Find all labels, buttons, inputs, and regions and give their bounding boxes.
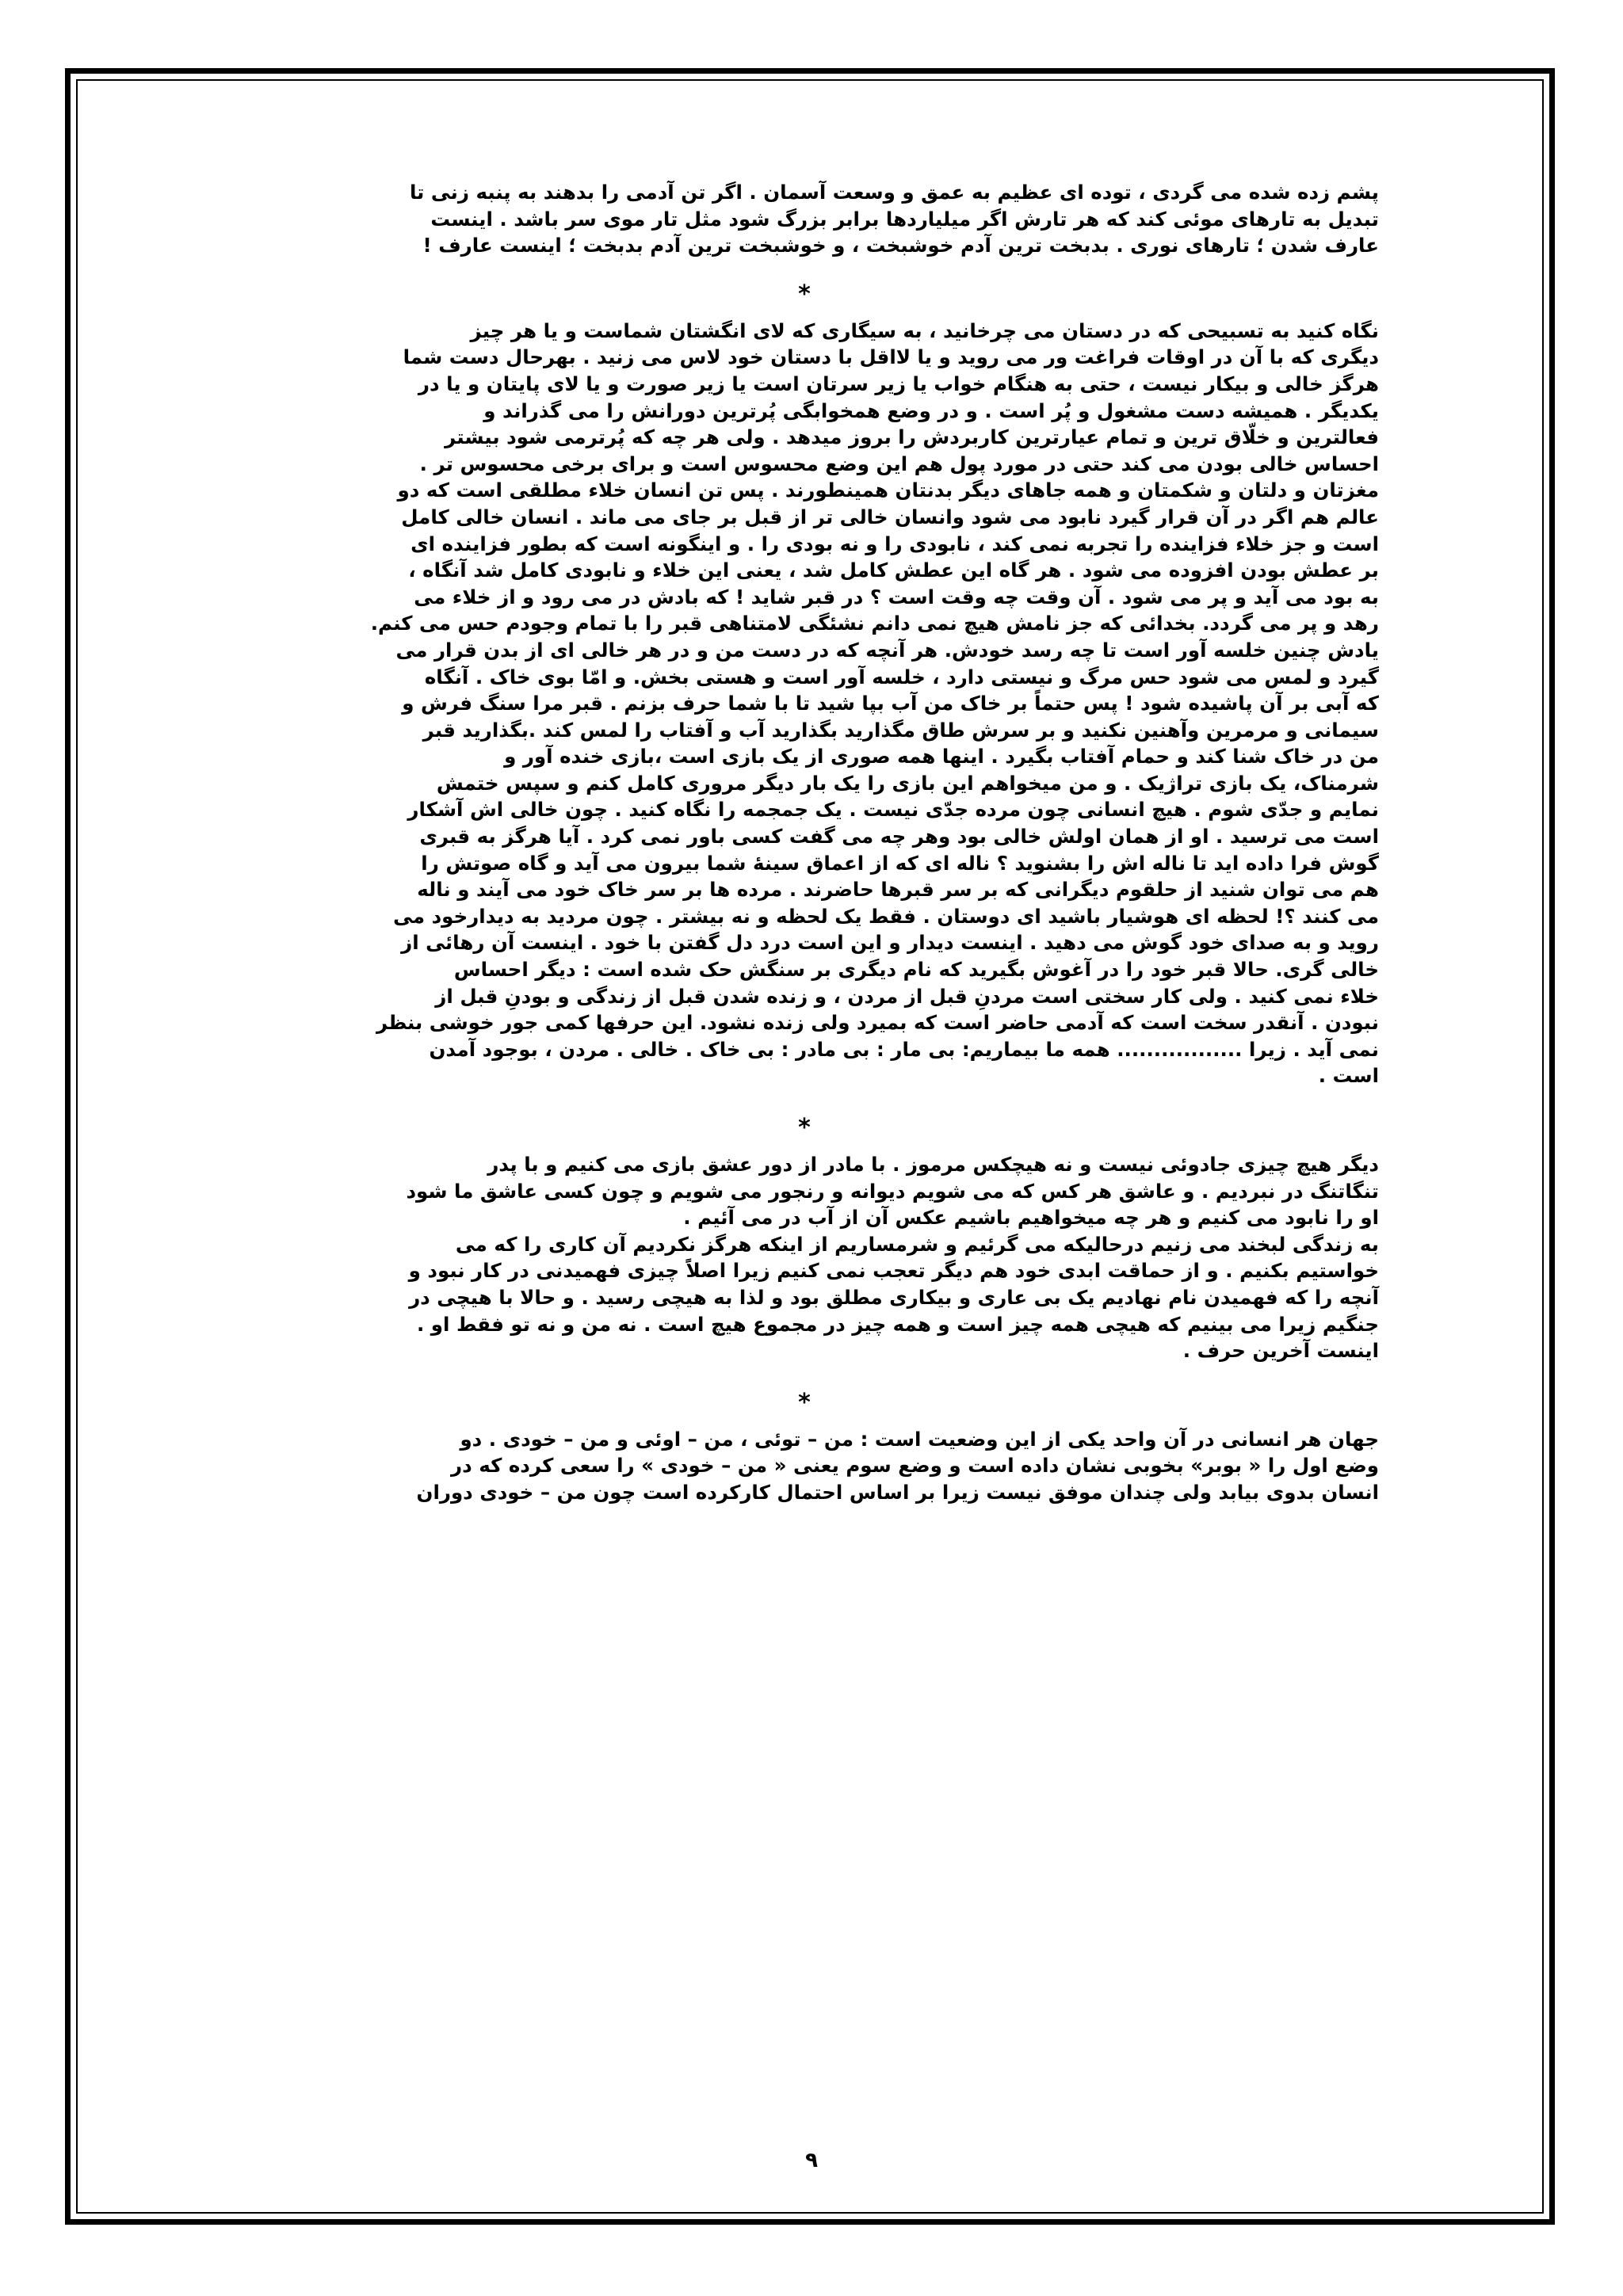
page-number: ۹ xyxy=(805,2149,818,2172)
page-body xyxy=(230,179,1379,1506)
paragraph-4: جهان هر انسانی در آن واحد یکی از این وضعیت است : من – توئی ، من – اوئی و من – خودی . دو وضع اول را « بوبر» بخوبی نشان داده است و وضع سوم یعنی « من – خودی » را سعی کرده که در انسان بدوی بیابد ولی چندان موفق نیست زیرا بر اساس احتمال کارکرده است چون من – خودی دوران xyxy=(416,1427,1379,1504)
paragraph-1: پشم زده شده می گردی ، توده ای عظیم به عمق و وسعت آسمان . اگر تن آدمی را بدهند به پنبه زنی تا تبدیل به تارهای موئی کند که هر تارش اگر میلیاردها برابر بزرگ شود مثل تار موی سر باشد . اینست عارف شدن ؛ تارهای نوری . بدبخت ترین آدم خوشبخت ، و خوشبخت ترین آدم بدبخت ؛ اینست عارف ! xyxy=(409,181,1379,257)
section-separator-3: * xyxy=(798,1388,811,1417)
paragraph-2: نگاه کنید به تسبیحی که در دستان می چرخانید ، به سیگاری که لای انگشتان شماست و یا هر چیز دیگری که با آن در اوقات فراغت ور می روید و یا لااقل با دستان خود لاس می زنید . بهرحال دست شما هرگز خالی و بیکار نیست ، حتی به هنگام خواب یا زیر سرتان است یا زیر صورت و یا لای پایتان و یا در یکدیگر . همیشه دست مشغول و پُر است . و در وضع همخوابگی پُرترین دورانش را می گذراند و فعالترین و خلّاق ترین و تمام عیارترین کاربردش را بروز میدهد . ولی هر چه که پُرترمی شود بیشتر احساس خالی بودن می کند حتی در مورد پول هم این وضع محسوس است و برای برخی محسوس تر . مغزتان و دلتان و شکمتان و همه جاهای دیگر بدنتان همینطورند . پس تن انسان خلاء مطلقی است که دو عالم هم اگر در آن قرار گیرد نابود می شود وانسان خالی تر از قبل بر جای می ماند . انسان خالی کامل است و جز خلاء فزاینده را تجربه نمی کند ، نابودی را و نه بودی را . و اینگونه است که بطور فزاینده ای بر عطش بودن افزوده می شود . هر گاه این عطش کامل شد ، یعنی این خلاء و نابودی کامل شد آنگاه ، به بود می آید و پر می شود . آن وقت چه وقت است ؟ در قبر شاید ! که بادش در می رود و از خلاء می رهد و پر می گردد. بخدائی که جز نامش هیچ نمی دانم نشئگی لامتناهی قبر را با تمام وجودم حس می کنم. یادش چنین خلسه آور است تا چه رسد خودش. هر آنچه که در دست من و در هر خالی ای از بدن قرار می گیرد و لمس می شود حس مرگ و نیستی دارد ، خلسه آور است و هستی بخش. و امّا بوی خاک . آنگاه که آبی بر آن پاشیده شود ! پس حتماً بر خاک من آب بپا شید تا با شما حرف بزنم . قبر مرا سنگ فرش و سیمانی و مرمرین وآهنین نکنید و بر سرش طاق مگذارید بگذارید آب و آفتاب را لمس کند .بگذارید قبر من در خاک شنا کند و حمام آفتاب بگیرد . اینها همه صوری از یک بازی است ،بازی خنده آور و شرمناک، یک بازی تراژیک . و من میخواهم این بازی را یک بار دیگر مروری کامل کنم و سپس ختمش نمایم و جدّی شوم . هیچ انسانی چون مرده جدّی نیست . یک جمجمه را نگاه کنید . چون خالی اش آشکار است می ترسید . او از همان اولش خالی بود وهر چه می گفت کسی باور نمی کرد . آیا هرگز به قبری گوش فرا داده اید تا ناله اش را بشنوید ؟ ناله ای که از اعماق سینهٔ شما بیرون می آید و گاه صوتش را هم می توان شنید از حلقوم دیگرانی که بر سر قبرها حاضرند . مرده ها بر سر خاک خود می آیند و ناله می کنند ؟! لحظه ای هوشیار باشید ای دوستان . فقط یک لحظه و نه بیشتر . چون مردید به دیدارخود می روید و به صدای خود گوش می دهید . اینست دیدار و این است درد دل گفتن با خود . اینست آن رهائی از خالی گری. حالا قبر خود را در آغوش بگیرید که نام دیگری بر سنگش حک شده است : دیگر احساس خلاء نمی کنید . ولی کار سختی است مردنِ قبل از مردن ، و زنده شدن قبل از زندگی و بودنِ قبل از نبودن . آنقدر سخت است که آدمی حاضر است که بمیرد ولی زنده نشود. این حرفها کمی جور خوشی بنظر نمی آید . زیرا ................. همه ما بیماریم: بی مار : بی مادر : بی خاک . خالی . مردن ، بوجود آمدن است . xyxy=(370,318,1379,1088)
paragraph-3: دیگر هیچ چیزی جادوئی نیست و نه هیچکس مرموز . با مادر از دور عشق بازی می کنیم و با پدر تنگاتنگ در نبردیم . و عاشق هر کس که می شویم دیوانه و رنجور می شویم و چون کسی عاشق ما شود او را نابود می کنیم و هر چه میخواهیم باشیم عکس آن از آب در می آئیم . به زندگی لبخند می زنیم درحالیکه می گرئیم و شرمساریم از اینکه هرگز نکردیم آن کاری را که می خواستیم بکنیم . و از حماقت ابدی خود هم دیگر تعجب نمی کنیم زیرا اصلاً چیزی فهمیدنی در کار نبود و آنچه را که فهمیدن نام نهادیم یک بی عاری و بیکاری مطلق بود و لذا به هیچی رسید . و حالا با هیچی در جنگیم زیرا می بینیم که هیچی همه چیز است و همه چیز در مجموع هیچ است . نه من و نه تو فقط او . اینست آخرین حرف . xyxy=(406,1153,1379,1363)
section-separator-1: * xyxy=(798,280,811,308)
section-separator-2: * xyxy=(798,1114,811,1142)
